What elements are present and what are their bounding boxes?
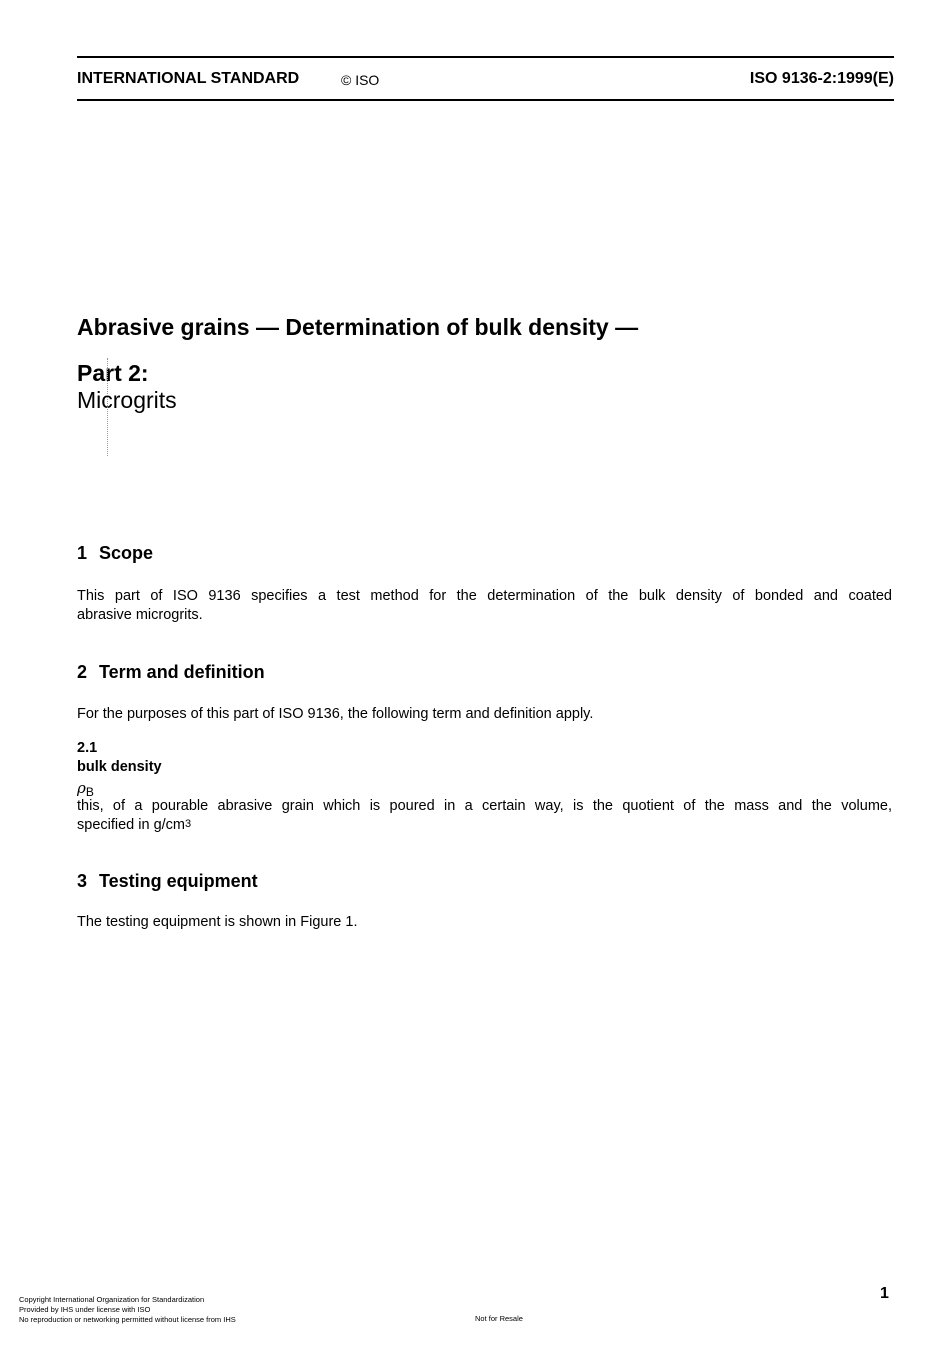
term-intro-paragraph: For the purposes of this part of ISO 9136, the following term and definition apply.: [77, 706, 594, 722]
term-name: bulk density: [77, 759, 162, 775]
footer-reproduction-line: No reproduction or networking permitted without license from IHS: [19, 1315, 236, 1324]
page-number: 1: [880, 1285, 889, 1302]
term-definition-unit: specified in g/cm: [77, 817, 185, 833]
part-number: Part 2:: [77, 360, 149, 386]
part-name: Microgrits: [77, 387, 177, 413]
term-definition-line1: this, of a pourable abrasive grain which is poured in a certain way, is the quotient of the mass and the volume,: [77, 798, 892, 814]
term-definition-superscript: 3: [185, 818, 192, 830]
section-heading-term: [77, 662, 265, 683]
section-number: 2: [77, 662, 88, 682]
footer-license-line: Provided by IHS under license with ISO: [19, 1305, 151, 1314]
section-title: Testing equipment: [99, 871, 258, 891]
term-symbol-rho: ρ: [77, 779, 86, 797]
term-symbol-subscript: B: [85, 785, 94, 799]
testing-equipment-paragraph: The testing equipment is shown in Figure 1.: [77, 914, 358, 930]
section-number: 3: [77, 871, 88, 891]
scope-paragraph-line2: abrasive microgrits.: [77, 607, 203, 623]
term-number: 2.1: [77, 740, 98, 756]
term-symbol: [77, 779, 94, 797]
section-title: Scope: [99, 543, 154, 563]
section-heading-scope: [77, 543, 153, 564]
section-title: Term and definition: [99, 662, 265, 682]
header-bottom-rule: [77, 99, 894, 101]
term-definition-line2: [77, 816, 191, 836]
scope-paragraph-line1: This part of ISO 9136 specifies a test method for the determination of the bulk density of bonded and coated: [77, 588, 892, 604]
header-standard-label: INTERNATIONAL STANDARD: [77, 70, 300, 87]
footer-not-for-resale: Not for Resale: [475, 1314, 523, 1323]
document-title: Abrasive grains — Determination of bulk density —: [77, 314, 639, 340]
section-heading-testing-equipment: [77, 871, 258, 892]
dotted-margin-mark: [107, 358, 108, 456]
header-document-id: ISO 9136-2:1999(E): [749, 70, 894, 87]
header-copyright: © ISO: [341, 72, 380, 88]
section-number: 1: [77, 543, 88, 563]
header-top-rule: [77, 56, 894, 58]
footer-copyright-line: Copyright International Organization for Standardization: [19, 1295, 205, 1304]
